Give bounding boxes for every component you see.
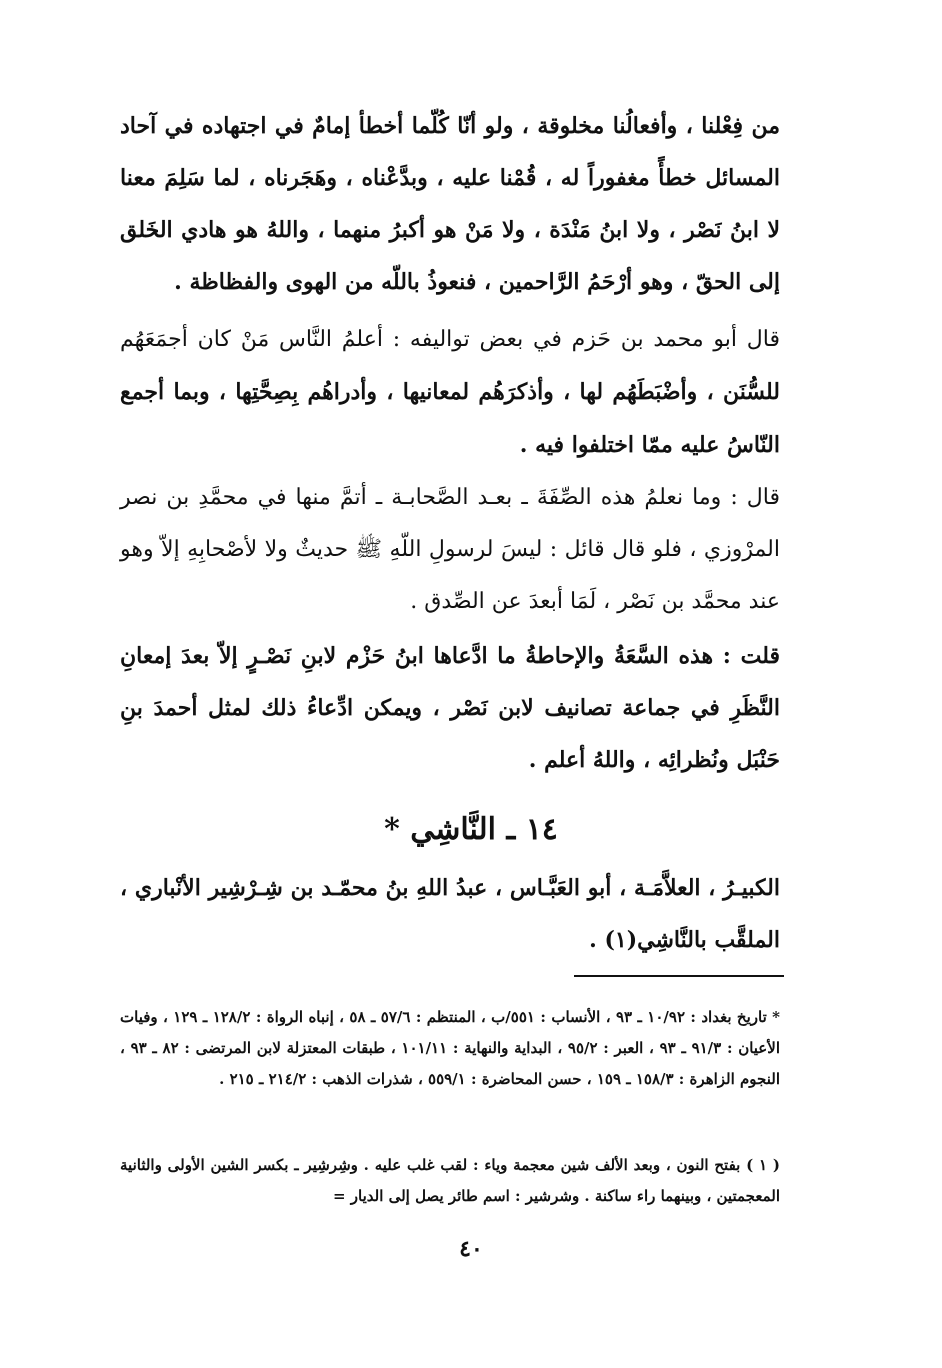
footnote-sources: [120, 1002, 780, 1095]
paragraph-2-intro: قال أبو محمد بن حَزم في بعض تواليفه : أعلمُ النَّاس مَنْ كان أجمَعَهُم: [120, 327, 780, 352]
paragraph-1-text: من فِعْلنا ، وأفعالُنا مخلوقة ، ولو أنّا كُلّما أخطأ إمامٌ في اجتهاده في آحاد المسائل خطأً مغفوراً له ، قُمْنا عليه ، وبدَّعْناه ، وهَجَرناه ، لما سَلِمَ معنا لا ابنُ نَصْر ، ولا ابنُ مَنْدَة ، ولا مَنْ هو أكبرُ منهما ، واللهُ هو هادي الخَلق إلى الحقّ ، وهو أرْحَمُ الرَّاحمين ، فنعوذُ باللّه من الهوى والفظاظة .: [120, 113, 780, 295]
footnote-separator: [574, 975, 784, 977]
page-number: ٤٠: [459, 1236, 483, 1262]
paragraph-2-rest: للسُّنَن ، وأضْبَطَهُم لها ، وأذكرَهُم لمعانيها ، وأدراهُم بِصِحَّتِها ، وبما أجمع النّاسُ عليه ممّا اختلفوا فيه .: [120, 379, 780, 458]
paragraph-1: [120, 100, 780, 308]
paragraph-3: [120, 472, 780, 628]
footnote-sources-text: * تاريخ بغداد : ١٠/٩٢ ـ ٩٣ ، الأنساب : ٥٥١/ب ، المنتظم : ٥٧/٦ ـ ٥٨ ، إنباه الرواة : ١٢٨/٢ ـ ١٢٩ ، وفيات الأعيان : ٩١/٣ ـ ٩٣ ، العبر : ٩٥/٢ ، البداية والنهاية : ١٠١/١١ ، طبقات المعتزلة لابن المرتضى : ٨٢ ـ ٩٣ ، النجوم الزاهرة : ١٥٨/٣ ـ ١٥٩ ، حسن المحاضرة : ٥٥٩/١ ، شذرات الذهب : ٢١٤/٢ ـ ٢١٥ .: [120, 1008, 781, 1088]
paragraph-2-text: [120, 314, 780, 472]
biography-intro-text: الكبيـرُ ، العلاَّمَـة ، أبو العَبَّـاس ، عبدُ اللهِ بنُ محمّـد بن شِـرْشِير الأنْباري ، الملقَّب بالنَّاشِي(١) .: [120, 875, 780, 953]
paragraph-4-text: قلت : هذه السَّعَةُ والإحاطةُ ما ادَّعاها ابنُ حَزْم لابنِ نَصْـرٍ إلاّ بعدَ إمعانِ النَّظَرِ في جماعة تصانيف لابن نَصْر ، ويمكن ادِّعاءُ ذلك لمثل أحمدَ بنِ حَنْبَل ونُظرائِه ، واللهُ أعلم .: [120, 643, 780, 773]
biography-intro: [120, 862, 780, 966]
footnote-1-text: ( ١ ) بفتح النون ، وبعد الألف شين معجمة وياء : لقب غلب عليه . وشِرشِير ـ بكسر الشين الأولى والثانية المعجمتين ، وبينهما راء ساكنة . وشرشير : اسم طائر يصل إلى الديار =: [120, 1156, 780, 1205]
paragraph-4: [120, 630, 780, 786]
paragraph-2: [120, 314, 780, 472]
section-heading: ١٤ ـ النَّاشِي *: [384, 812, 558, 847]
paragraph-3-text: قال : وما نعلمُ هذه الصِّفَةَ ـ بعـد الصَّحابـة ـ أتمَّ منها في محمَّدِ بن نصر المرْوزي ، فلو قال قائل : ليسَ لرسولِ اللّهِ ﷺ حديثٌ ولا لأصْحابِهِ إلاّ وهو عند محمَّد بن نَصْر ، لَمَا أبعدَ عن الصِّدق .: [120, 485, 780, 614]
footnote-1: [120, 1150, 780, 1212]
